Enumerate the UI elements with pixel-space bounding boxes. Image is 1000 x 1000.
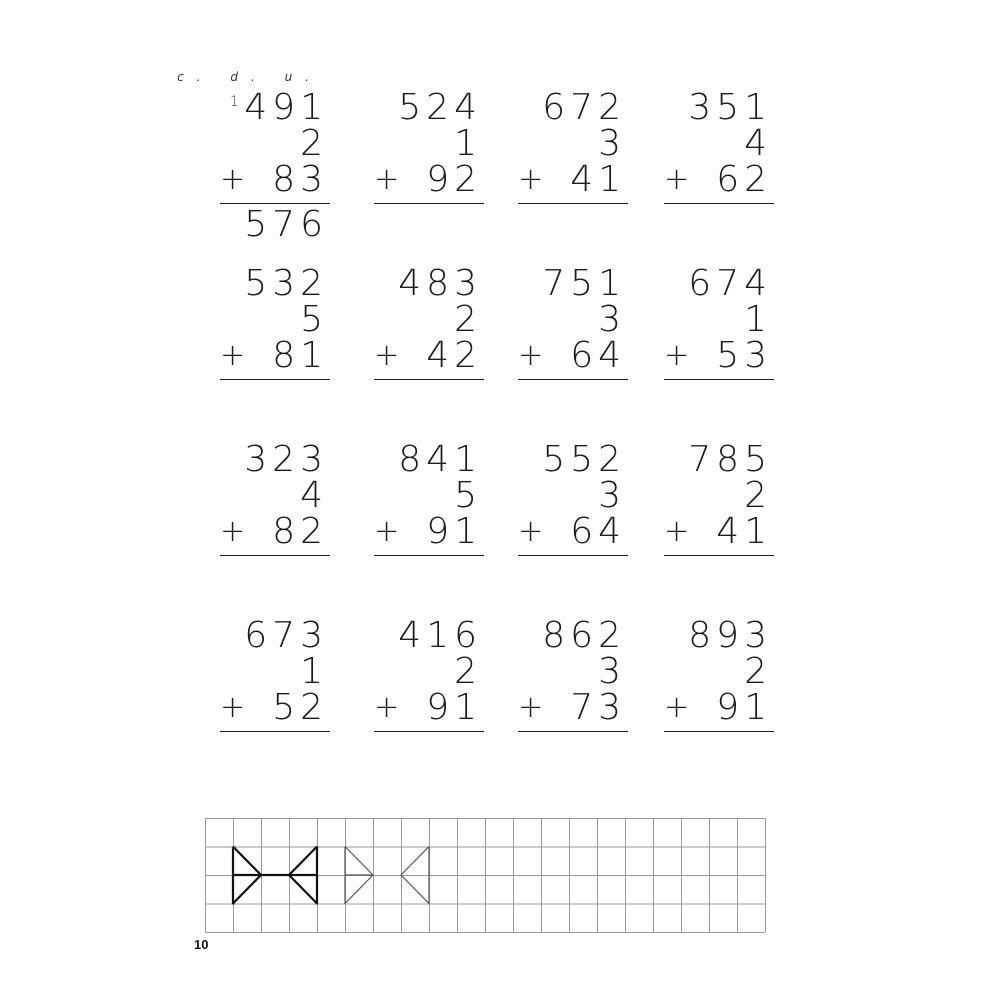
sum-line <box>664 379 774 380</box>
addition-problem <box>664 87 774 220</box>
addend-1: 751 <box>542 263 626 304</box>
plus-sign: + <box>374 338 400 373</box>
addend-2: 4 <box>744 123 772 164</box>
addend-3: 42 <box>426 335 482 376</box>
addend-3: 91 <box>426 687 482 728</box>
addition-problem <box>177 70 330 245</box>
sum-line <box>518 379 628 380</box>
addend-1: 893 <box>688 615 772 656</box>
addend-3: 83 <box>272 159 328 200</box>
plus-sign: + <box>664 338 690 373</box>
addend-3: 52 <box>272 687 328 728</box>
sum-line <box>518 555 628 556</box>
addend-1: 672 <box>542 87 626 128</box>
addend-2: 5 <box>300 299 328 340</box>
addend-3: 41 <box>716 511 772 552</box>
sum-line <box>518 731 628 732</box>
sum-line <box>374 203 484 204</box>
plus-sign: + <box>374 690 400 725</box>
addend-1: 491 <box>244 87 328 128</box>
addend-3: 82 <box>272 511 328 552</box>
sum-line <box>220 731 330 732</box>
addition-problem <box>518 439 628 572</box>
addend-3: 41 <box>570 159 626 200</box>
addend-1: 524 <box>398 87 482 128</box>
addend-2: 2 <box>454 651 482 692</box>
addition-problem <box>220 615 330 748</box>
addend-1: 532 <box>244 263 328 304</box>
addend-3: 53 <box>716 335 772 376</box>
carry-digit: 1 <box>230 94 239 110</box>
sum-line <box>664 555 774 556</box>
addend-3: 92 <box>426 159 482 200</box>
sum-line <box>374 379 484 380</box>
sum-line <box>374 555 484 556</box>
plus-sign: + <box>518 338 544 373</box>
plus-sign: + <box>664 690 690 725</box>
addition-problem <box>374 615 484 748</box>
addend-1: 673 <box>244 615 328 656</box>
addend-1: 862 <box>542 615 626 656</box>
sum-line <box>374 731 484 732</box>
addition-problem <box>664 439 774 572</box>
addend-3: 73 <box>570 687 626 728</box>
addend-1: 351 <box>688 87 772 128</box>
drawing-grid <box>205 818 789 934</box>
addend-3: 91 <box>716 687 772 728</box>
plus-sign: + <box>220 514 246 549</box>
addend-2: 2 <box>744 651 772 692</box>
addition-problem <box>518 615 628 748</box>
addend-2: 3 <box>598 123 626 164</box>
plus-sign: + <box>220 690 246 725</box>
addend-3: 91 <box>426 511 482 552</box>
sum-line <box>220 555 330 556</box>
addend-1: 785 <box>688 439 772 480</box>
addend-1: 841 <box>398 439 482 480</box>
plus-sign: + <box>664 162 690 197</box>
addend-1: 483 <box>398 263 482 304</box>
addition-problem <box>374 263 484 396</box>
addition-problem <box>518 263 628 396</box>
addend-1: 323 <box>244 439 328 480</box>
addition-problem <box>374 439 484 572</box>
addend-2: 2 <box>300 123 328 164</box>
addend-2: 3 <box>598 651 626 692</box>
addition-problem <box>220 263 330 396</box>
plus-sign: + <box>664 514 690 549</box>
addend-2: 1 <box>300 651 328 692</box>
addend-3: 64 <box>570 335 626 376</box>
addend-3: 62 <box>716 159 772 200</box>
addend-3: 64 <box>570 511 626 552</box>
addition-problem <box>664 263 774 396</box>
addend-2: 3 <box>598 475 626 516</box>
plus-sign: + <box>518 514 544 549</box>
addend-3: 81 <box>272 335 328 376</box>
addend-1: 674 <box>688 263 772 304</box>
sum-line <box>664 203 774 204</box>
addend-2: 1 <box>454 123 482 164</box>
sum-line <box>220 379 330 380</box>
addend-2: 5 <box>454 475 482 516</box>
plus-sign: + <box>518 690 544 725</box>
plus-sign: + <box>220 338 246 373</box>
addend-2: 2 <box>454 299 482 340</box>
addend-1: 416 <box>398 615 482 656</box>
addend-2: 1 <box>744 299 772 340</box>
addend-1: 552 <box>542 439 626 480</box>
sum-line <box>664 731 774 732</box>
addition-problem <box>518 87 628 220</box>
plus-sign: + <box>374 162 400 197</box>
addition-problem <box>664 615 774 748</box>
sum-line <box>518 203 628 204</box>
addend-2: 4 <box>300 475 328 516</box>
place-value-headers: c. d. u. <box>177 70 322 84</box>
example-result: 576 <box>244 204 328 245</box>
page-number: 10 <box>194 937 209 952</box>
plus-sign: + <box>220 162 246 197</box>
addend-2: 3 <box>598 299 626 340</box>
addend-2: 2 <box>744 475 772 516</box>
plus-sign: + <box>518 162 544 197</box>
addition-problem <box>374 87 484 220</box>
addition-problem <box>220 439 330 572</box>
plus-sign: + <box>374 514 400 549</box>
